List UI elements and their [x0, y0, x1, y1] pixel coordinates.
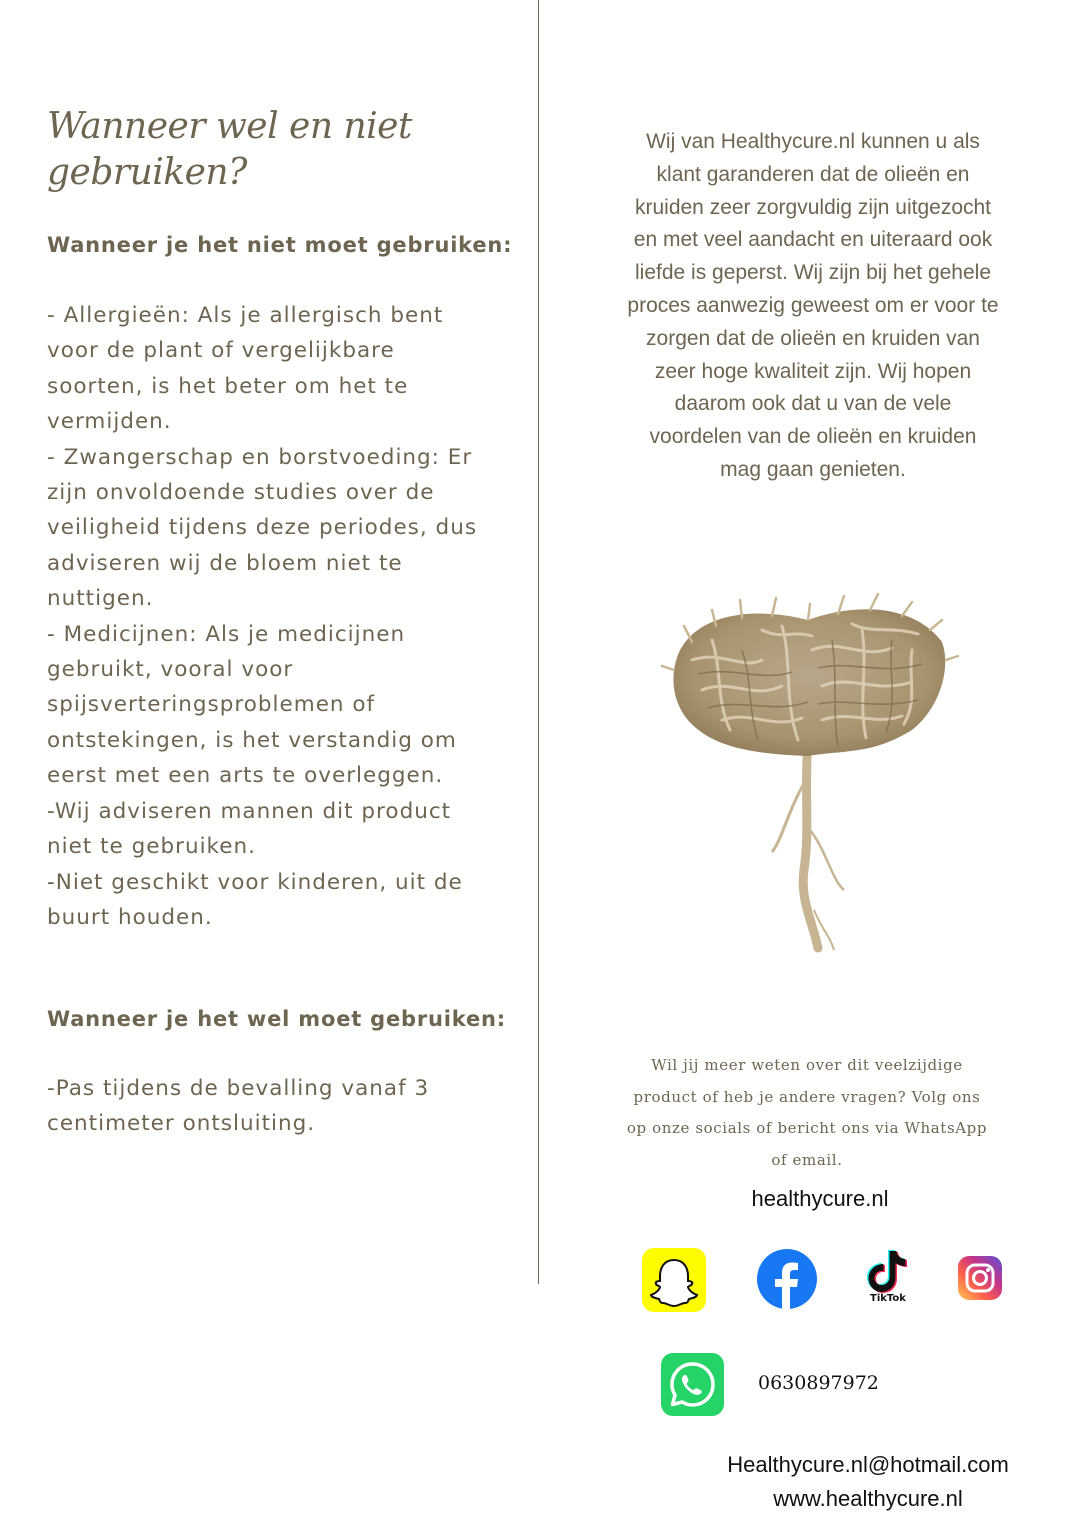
paragraph-line: liefde is geperst. Wij zijn bij het gehele — [634, 261, 991, 285]
title-line-1: Wanneer wel en niet — [47, 106, 412, 147]
list-line: - Medicijnen: Als je medicijnen — [47, 621, 406, 647]
email-address[interactable]: Healthycure.nl@hotmail.com — [727, 1452, 1009, 1477]
list-line: -Wij adviseren mannen dit product — [47, 798, 452, 824]
plant-image — [612, 590, 1008, 960]
page-title — [47, 104, 487, 196]
whatsapp-icon[interactable] — [661, 1353, 724, 1416]
list-line: spijsverteringsproblemen of — [47, 692, 376, 718]
cta-line: op onze socials of bericht ons via WhatsApp — [626, 1119, 988, 1137]
contact-call-to-action — [592, 1050, 1022, 1176]
list-line: veiligheid tijdens deze periodes, dus — [47, 515, 478, 541]
paragraph-line: klant garanderen dat de olieën en — [656, 162, 970, 186]
instagram-icon[interactable] — [958, 1256, 1002, 1300]
list-line: -Niet geschikt voor kinderen, uit de — [47, 869, 463, 895]
snapchat-icon[interactable] — [642, 1248, 706, 1312]
cta-line: of email. — [771, 1150, 843, 1169]
paragraph-line: daarom ook dat u van de vele — [674, 392, 952, 416]
use-heading: Wanneer je het wel moet gebruiken: — [47, 1007, 506, 1031]
list-line: adviseren wij de bloem niet te — [47, 550, 403, 576]
column-divider — [538, 0, 539, 1284]
list-line: voor de plant of vergelijkbare — [47, 338, 395, 364]
list-line: zijn onvoldoende studies over de — [47, 480, 435, 506]
list-line: centimeter ontsluiting. — [47, 1111, 316, 1137]
list-line: niet te gebruiken. — [47, 834, 256, 860]
list-line: soorten, is het beter om het te — [47, 373, 409, 399]
paragraph-line: voordelen van de olieën en kruiden — [649, 425, 977, 449]
list-line: -Pas tijdens de bevalling vanaf 3 — [47, 1076, 430, 1101]
list-line: ontstekingen, is het verstandig om — [47, 727, 457, 753]
title-line-2: gebruiken? — [47, 152, 247, 193]
list-line: - Allergieën: Als je allergisch bent — [47, 303, 444, 328]
not-use-list — [47, 298, 497, 935]
paragraph-line: mag gaan genieten. — [720, 457, 906, 481]
not-use-heading: Wanneer je het niet moet gebruiken: — [47, 233, 513, 257]
cta-line: product of heb je andere vragen? Volg ons — [633, 1087, 981, 1106]
site-name[interactable]: healthycure.nl — [751, 1186, 889, 1211]
phone-number[interactable]: 0630897972 — [758, 1372, 879, 1394]
use-list — [47, 1071, 497, 1142]
tiktok-label: TikTok — [870, 1293, 906, 1304]
cta-line: Wil jij meer weten over dit veelzijdige — [651, 1056, 963, 1074]
list-line: gebruikt, vooral voor — [47, 657, 294, 683]
paragraph-line: zeer hoge kwaliteit zijn. Wij hopen — [654, 359, 972, 383]
facebook-icon[interactable] — [756, 1248, 818, 1310]
quality-guarantee-text — [598, 126, 1028, 487]
list-line: vermijden. — [47, 409, 172, 435]
paragraph-line: proces aanwezig geweest om er voor te — [627, 293, 999, 317]
paragraph-line: zorgen dat de olieën en kruiden van — [646, 326, 980, 350]
paragraph-line: Wij van Healthycure.nl kunnen u als — [646, 130, 980, 153]
list-line: buurt houden. — [47, 904, 213, 930]
list-line: - Zwangerschap en borstvoeding: Er — [47, 444, 473, 470]
paragraph-line: kruiden zeer zorgvuldig zijn uitgezocht — [634, 195, 992, 219]
paragraph-line: en met veel aandacht en uiteraard ook — [633, 228, 993, 252]
website-link[interactable]: www.healthycure.nl — [773, 1486, 963, 1511]
list-line: nuttigen. — [47, 586, 154, 612]
list-line: eerst met een arts te overleggen. — [47, 763, 444, 789]
tiktok-icon[interactable] — [864, 1244, 912, 1304]
